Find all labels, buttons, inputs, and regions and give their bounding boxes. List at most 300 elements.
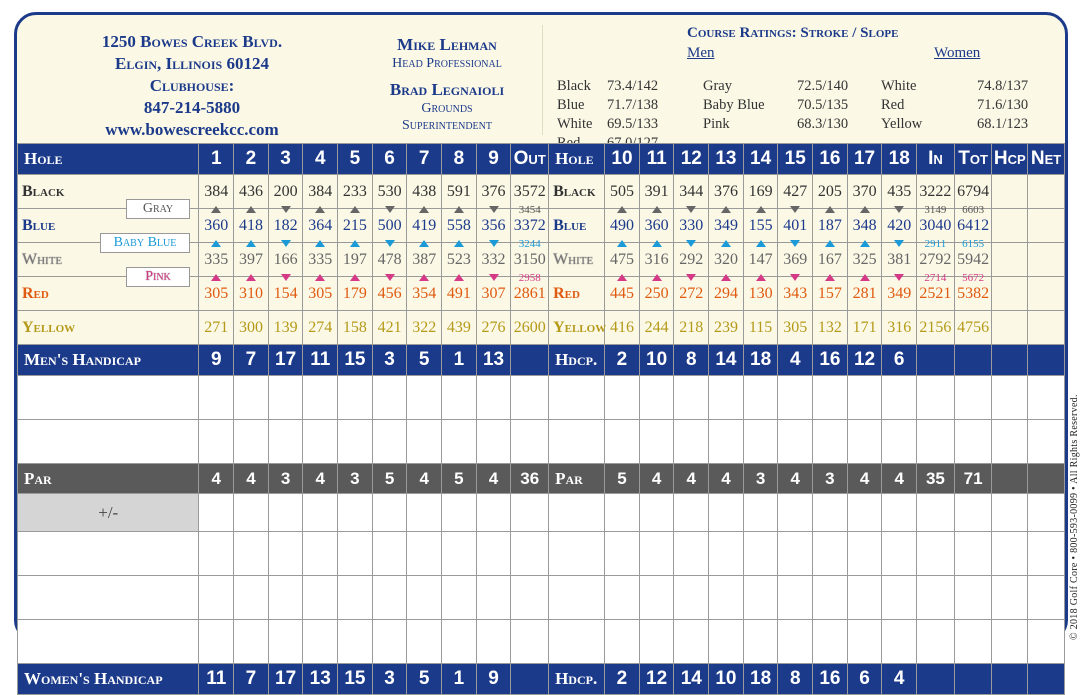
- score-entry[interactable]: [813, 532, 848, 576]
- score-entry[interactable]: [549, 576, 605, 620]
- white-hcp-entry[interactable]: [992, 243, 1028, 277]
- mens-hdcp-hole-16: 16: [813, 345, 848, 376]
- par-label: Par: [18, 464, 199, 494]
- score-entry[interactable]: [882, 420, 917, 464]
- score-entry[interactable]: [511, 376, 549, 420]
- score-entry[interactable]: [847, 620, 882, 664]
- yellow-hole-7: 322: [407, 311, 442, 345]
- score-entry[interactable]: [234, 532, 269, 576]
- hole-number-17: 17: [847, 144, 882, 175]
- par-hole-7: 4: [407, 464, 442, 494]
- score-entry[interactable]: [372, 420, 407, 464]
- score-entry[interactable]: [442, 576, 477, 620]
- score-entry[interactable]: [992, 576, 1028, 620]
- score-entry[interactable]: [882, 620, 917, 664]
- score-entry[interactable]: [338, 420, 373, 464]
- score-entry[interactable]: [674, 532, 709, 576]
- par-hole-18: 4: [882, 464, 917, 494]
- blue-hole-17: 348: [847, 209, 882, 243]
- score-entry[interactable]: [1028, 576, 1065, 620]
- score-entry[interactable]: [407, 576, 442, 620]
- player-name-entry[interactable]: [18, 620, 199, 664]
- yellow-total: 4756: [954, 311, 992, 345]
- blue-hole-12: 330: [674, 209, 709, 243]
- score-entry[interactable]: [743, 420, 778, 464]
- player-name-entry[interactable]: [18, 420, 199, 464]
- score-entry[interactable]: [1028, 532, 1065, 576]
- score-entry[interactable]: [954, 620, 992, 664]
- red-hole-7: 354: [407, 277, 442, 311]
- score-entry[interactable]: [639, 620, 674, 664]
- score-entry[interactable]: [511, 532, 549, 576]
- score-entry[interactable]: [992, 376, 1028, 420]
- player-name-entry[interactable]: [18, 532, 199, 576]
- club-address-line2: Elgin, Illinois 60124: [115, 54, 269, 73]
- score-entry[interactable]: [407, 376, 442, 420]
- blue-hcp-entry[interactable]: [992, 209, 1028, 243]
- score-entry[interactable]: [268, 576, 303, 620]
- score-entry[interactable]: [847, 376, 882, 420]
- score-entry[interactable]: [372, 620, 407, 664]
- plus-minus-entry[interactable]: [992, 494, 1028, 532]
- mens-hdcp-hole-9: 13: [476, 345, 511, 376]
- hole-number-3: 3: [268, 144, 303, 175]
- hole-number-12: 12: [674, 144, 709, 175]
- score-entry[interactable]: [511, 420, 549, 464]
- yellow-hole-5: 158: [338, 311, 373, 345]
- player-name-entry[interactable]: [18, 376, 199, 420]
- plus-minus-entry[interactable]: [1028, 494, 1065, 532]
- par-hole-15: 4: [778, 464, 813, 494]
- combo-white-total-total: 5672: [962, 272, 985, 284]
- score-entry[interactable]: [511, 620, 549, 664]
- black-hole-8: 591: [442, 175, 477, 209]
- score-entry[interactable]: [372, 532, 407, 576]
- mens-hdcp-hole-5: 15: [338, 345, 373, 376]
- score-entry[interactable]: [199, 532, 234, 576]
- score-entry[interactable]: [813, 620, 848, 664]
- score-entry[interactable]: [743, 532, 778, 576]
- black-hole-3: 200: [268, 175, 303, 209]
- mens-hdcp-hole-8: 1: [442, 345, 477, 376]
- blue-total: 6412 6155: [954, 209, 992, 243]
- score-entry[interactable]: [549, 620, 605, 664]
- tee-row-yellow: [18, 311, 1065, 345]
- score-entry[interactable]: [511, 576, 549, 620]
- combo-blue-out-total: 3244: [518, 238, 541, 250]
- score-entry[interactable]: [407, 620, 442, 664]
- plus-minus-entry[interactable]: [476, 494, 511, 532]
- blue-hole-7: 419: [407, 209, 442, 243]
- plus-minus-entry[interactable]: [917, 494, 955, 532]
- white-hole-15: 369: [778, 243, 813, 277]
- score-entry[interactable]: [847, 420, 882, 464]
- hole-number-2: 2: [234, 144, 269, 175]
- hole-number-16: 16: [813, 144, 848, 175]
- score-entry[interactable]: [303, 532, 338, 576]
- score-entry[interactable]: [199, 420, 234, 464]
- staff-info: [367, 35, 527, 134]
- score-entry[interactable]: [476, 576, 511, 620]
- score-entry[interactable]: [639, 532, 674, 576]
- plus-minus-entry[interactable]: [778, 494, 813, 532]
- black-hole-18: 435: [882, 175, 917, 209]
- plus-minus-entry[interactable]: [303, 494, 338, 532]
- yellow-hole-17: 171: [847, 311, 882, 345]
- score-entry[interactable]: [442, 620, 477, 664]
- womens-hdcp-hole-15: 8: [778, 664, 813, 695]
- score-entry[interactable]: [992, 532, 1028, 576]
- black-hole-11: 391: [639, 175, 674, 209]
- score-entry[interactable]: [1028, 620, 1065, 664]
- tee-name-red: Red: [22, 284, 49, 302]
- mens-hdcp-out-blank: [511, 345, 549, 376]
- black-hole-12: 344: [674, 175, 709, 209]
- score-entry[interactable]: [709, 376, 744, 420]
- black-hole-1: 384: [199, 175, 234, 209]
- black-hole-15: 427: [778, 175, 813, 209]
- black-net-entry[interactable]: [1028, 175, 1065, 209]
- womens-hdcp-hole-10: 2: [605, 664, 640, 695]
- score-entry[interactable]: [338, 620, 373, 664]
- tee-name-white: White: [22, 250, 63, 268]
- score-entry[interactable]: [303, 420, 338, 464]
- womens-hdcp-hole-7: 5: [407, 664, 442, 695]
- hole-number-15: 15: [778, 144, 813, 175]
- score-entry[interactable]: [605, 576, 640, 620]
- score-entry[interactable]: [476, 620, 511, 664]
- score-entry[interactable]: [917, 420, 955, 464]
- par-row: [18, 464, 1065, 494]
- score-entry[interactable]: [605, 532, 640, 576]
- score-entry[interactable]: [303, 620, 338, 664]
- score-entry[interactable]: [303, 576, 338, 620]
- par-hole-1: 4: [199, 464, 234, 494]
- hole-number-18: 18: [882, 144, 917, 175]
- tee-name-yellow: Yellow: [22, 318, 76, 336]
- par-hole-10: 5: [605, 464, 640, 494]
- women-player-row: [18, 620, 1065, 664]
- score-entry[interactable]: [954, 576, 992, 620]
- score-entry[interactable]: [199, 576, 234, 620]
- score-entry[interactable]: [778, 620, 813, 664]
- score-entry[interactable]: [268, 620, 303, 664]
- red-net-entry[interactable]: [1028, 277, 1065, 311]
- score-entry[interactable]: [338, 532, 373, 576]
- score-entry[interactable]: [234, 376, 269, 420]
- black-hole-16: 205: [813, 175, 848, 209]
- blue-hole-13: 349: [709, 209, 744, 243]
- score-entry[interactable]: [442, 420, 477, 464]
- score-entry[interactable]: [992, 620, 1028, 664]
- red-hole-10: 445: [605, 277, 640, 311]
- plus-minus-entry[interactable]: [372, 494, 407, 532]
- hole-number-7: 7: [407, 144, 442, 175]
- score-entry[interactable]: [709, 576, 744, 620]
- red-hole-8: 491: [442, 277, 477, 311]
- superintendent-name: Brad Legnaioli: [389, 80, 505, 99]
- club-phone: 847-214-5880: [143, 98, 241, 117]
- score-entry[interactable]: [709, 532, 744, 576]
- blue-hole-3: 182: [268, 209, 303, 243]
- red-hole-12: 272: [674, 277, 709, 311]
- tot-label: Tot: [954, 144, 992, 175]
- tee-label-black: [18, 175, 199, 216]
- plus-minus-entry[interactable]: [268, 494, 303, 532]
- rating-blue: Blue 71.7/138: [557, 97, 659, 113]
- score-entry[interactable]: [476, 376, 511, 420]
- white-hole-4: 335: [303, 243, 338, 277]
- plus-minus-entry[interactable]: [813, 494, 848, 532]
- score-entry[interactable]: [199, 376, 234, 420]
- red-hole-18: 349: [882, 277, 917, 311]
- scorecard-table: [17, 143, 1065, 695]
- plus-minus-entry[interactable]: [882, 494, 917, 532]
- score-entry[interactable]: [605, 420, 640, 464]
- yellow-hole-12: 218: [674, 311, 709, 345]
- par-hole-2: 4: [234, 464, 269, 494]
- score-entry[interactable]: [743, 576, 778, 620]
- combo-blue-in-total: 2911: [924, 238, 947, 250]
- hole-number-14: 14: [743, 144, 778, 175]
- rating-women-yellow: Yellow 68.1/123: [881, 116, 1029, 132]
- yellow-net-entry[interactable]: [1028, 311, 1065, 345]
- mens-hdcp-hole-1: 9: [199, 345, 234, 376]
- score-entry[interactable]: [954, 532, 992, 576]
- par-total: 71: [954, 464, 992, 494]
- score-entry[interactable]: [407, 420, 442, 464]
- score-entry[interactable]: [372, 376, 407, 420]
- blue-tee-label-back: Blue: [549, 209, 605, 243]
- score-entry[interactable]: [674, 576, 709, 620]
- womens-hdcp-hole-11: 12: [639, 664, 674, 695]
- womens-hdcp-hole-13: 10: [709, 664, 744, 695]
- mens-hdcp-blank: [1028, 345, 1065, 376]
- tee-label-yellow: [18, 311, 199, 345]
- plus-minus-entry[interactable]: [442, 494, 477, 532]
- score-entry[interactable]: [917, 532, 955, 576]
- mens-hdcp-hole-2: 7: [234, 345, 269, 376]
- score-entry[interactable]: [234, 620, 269, 664]
- plus-minus-entry[interactable]: [954, 494, 992, 532]
- white-hole-7: 387: [407, 243, 442, 277]
- white-hole-3: 166: [268, 243, 303, 277]
- score-entry[interactable]: [199, 620, 234, 664]
- combo-white-in-total: 2714: [924, 272, 947, 284]
- red-hole-1: 305: [199, 277, 234, 311]
- score-entry[interactable]: [674, 376, 709, 420]
- hole-number-4: 4: [303, 144, 338, 175]
- blue-in-total: 3040 2911: [917, 209, 955, 243]
- white-net-entry[interactable]: [1028, 243, 1065, 277]
- score-entry[interactable]: [639, 420, 674, 464]
- blue-hole-2: 418: [234, 209, 269, 243]
- score-entry[interactable]: [407, 532, 442, 576]
- plus-minus-entry[interactable]: [674, 494, 709, 532]
- hole-label: Hole: [18, 144, 199, 175]
- blue-hole-9: 356: [476, 209, 511, 243]
- black-tee-label-back: Black: [549, 175, 605, 209]
- hole-number-9: 9: [476, 144, 511, 175]
- score-entry[interactable]: [234, 576, 269, 620]
- womens-hdcp-hole-6: 3: [372, 664, 407, 695]
- score-entry[interactable]: [743, 620, 778, 664]
- plus-minus-entry[interactable]: [234, 494, 269, 532]
- tee-name-blue: Blue: [22, 216, 56, 234]
- white-hole-8: 523: [442, 243, 477, 277]
- score-entry[interactable]: [1028, 376, 1065, 420]
- plus-minus-entry[interactable]: [605, 494, 640, 532]
- score-entry[interactable]: [476, 420, 511, 464]
- score-entry[interactable]: [917, 620, 955, 664]
- score-entry[interactable]: [372, 576, 407, 620]
- plus-minus-entry[interactable]: [743, 494, 778, 532]
- black-hole-17: 370: [847, 175, 882, 209]
- yellow-hcp-entry[interactable]: [992, 311, 1028, 345]
- white-hole-11: 316: [639, 243, 674, 277]
- in-label: In: [917, 144, 955, 175]
- score-entry[interactable]: [847, 532, 882, 576]
- mens-hdcp-hole-18: 6: [882, 345, 917, 376]
- score-entry[interactable]: [549, 532, 605, 576]
- plus-minus-entry[interactable]: [847, 494, 882, 532]
- score-entry[interactable]: [549, 420, 605, 464]
- yellow-hole-6: 421: [372, 311, 407, 345]
- score-entry[interactable]: [917, 376, 955, 420]
- score-entry[interactable]: [992, 420, 1028, 464]
- plus-minus-entry[interactable]: [549, 494, 605, 532]
- score-entry[interactable]: [639, 576, 674, 620]
- plus-minus-label: +/-: [18, 494, 199, 532]
- mens-hdcp-hole-17: 12: [847, 345, 882, 376]
- score-entry[interactable]: [882, 376, 917, 420]
- score-entry[interactable]: [234, 420, 269, 464]
- mens-hdcp-mid-label: Hdcp.: [549, 345, 605, 376]
- yellow-hole-14: 115: [743, 311, 778, 345]
- combo-white-out-total: 2958: [518, 272, 541, 284]
- score-entry[interactable]: [442, 532, 477, 576]
- score-entry[interactable]: [813, 376, 848, 420]
- red-hole-14: 130: [743, 277, 778, 311]
- plus-minus-entry[interactable]: [407, 494, 442, 532]
- score-entry[interactable]: [778, 576, 813, 620]
- white-hole-6: 478: [372, 243, 407, 277]
- yellow-hole-10: 416: [605, 311, 640, 345]
- player-name-entry[interactable]: [18, 576, 199, 620]
- score-entry[interactable]: [778, 376, 813, 420]
- blue-hole-11: 360: [639, 209, 674, 243]
- score-entry[interactable]: [743, 376, 778, 420]
- white-hole-17: 325: [847, 243, 882, 277]
- score-entry[interactable]: [882, 532, 917, 576]
- clubhouse-label: Clubhouse:: [149, 76, 235, 95]
- score-entry[interactable]: [778, 420, 813, 464]
- score-entry[interactable]: [847, 576, 882, 620]
- plus-minus-entry[interactable]: [709, 494, 744, 532]
- par-hole-17: 4: [847, 464, 882, 494]
- score-entry[interactable]: [303, 376, 338, 420]
- rating-men-gray: Gray 72.5/140: [703, 78, 849, 94]
- score-entry[interactable]: [549, 376, 605, 420]
- score-entry[interactable]: [813, 576, 848, 620]
- score-entry[interactable]: [674, 620, 709, 664]
- womens-hdcp-mid-label: Hdcp.: [549, 664, 605, 695]
- mens-hdcp-blank: [917, 345, 955, 376]
- black-hole-7: 438: [407, 175, 442, 209]
- plus-minus-entry[interactable]: [511, 494, 549, 532]
- red-hole-11: 250: [639, 277, 674, 311]
- par-hole-5: 3: [338, 464, 373, 494]
- score-entry[interactable]: [882, 576, 917, 620]
- score-entry[interactable]: [268, 420, 303, 464]
- score-entry[interactable]: [268, 532, 303, 576]
- score-entry[interactable]: [1028, 420, 1065, 464]
- blue-hole-6: 500: [372, 209, 407, 243]
- womens-hdcp-hole-9: 9: [476, 664, 511, 695]
- pro-title: Head Professional: [392, 56, 502, 71]
- combo-tee-label-baby-blue: Baby Blue: [100, 233, 190, 253]
- score-entry[interactable]: [813, 420, 848, 464]
- score-entry[interactable]: [674, 420, 709, 464]
- blue-hole-16: 187: [813, 209, 848, 243]
- score-entry[interactable]: [954, 376, 992, 420]
- yellow-hole-1: 271: [199, 311, 234, 345]
- par-hole-16: 3: [813, 464, 848, 494]
- score-entry[interactable]: [917, 576, 955, 620]
- black-out-total: 3572 3454: [511, 175, 549, 209]
- score-entry[interactable]: [709, 620, 744, 664]
- red-hole-6: 456: [372, 277, 407, 311]
- white-hole-14: 147: [743, 243, 778, 277]
- score-entry[interactable]: [709, 420, 744, 464]
- score-entry[interactable]: [605, 620, 640, 664]
- ratings-men-heading: Men: [687, 45, 715, 61]
- score-entry[interactable]: [338, 376, 373, 420]
- red-hole-16: 157: [813, 277, 848, 311]
- combo-black-in-total: 3149: [924, 204, 947, 216]
- plus-minus-entry[interactable]: [338, 494, 373, 532]
- score-entry[interactable]: [476, 532, 511, 576]
- mens-hdcp-hole-10: 2: [605, 345, 640, 376]
- womens-hdcp-hole-4: 13: [303, 664, 338, 695]
- hole-number-11: 11: [639, 144, 674, 175]
- black-hcp-entry[interactable]: [992, 175, 1028, 209]
- score-entry[interactable]: [954, 420, 992, 464]
- red-hole-13: 294: [709, 277, 744, 311]
- score-entry[interactable]: [442, 376, 477, 420]
- red-hcp-entry[interactable]: [992, 277, 1028, 311]
- par-label-back: Par: [549, 464, 605, 494]
- score-entry[interactable]: [778, 532, 813, 576]
- plus-minus-entry[interactable]: [199, 494, 234, 532]
- womens-hdcp-out-blank: [511, 664, 549, 695]
- score-entry[interactable]: [639, 376, 674, 420]
- plus-minus-entry[interactable]: [639, 494, 674, 532]
- hole-number-1: 1: [199, 144, 234, 175]
- score-entry[interactable]: [338, 576, 373, 620]
- red-hole-4: 305: [303, 277, 338, 311]
- blue-net-entry[interactable]: [1028, 209, 1065, 243]
- scorecard: [14, 12, 1068, 689]
- score-entry[interactable]: [605, 376, 640, 420]
- white-hole-5: 197: [338, 243, 373, 277]
- score-entry[interactable]: [268, 376, 303, 420]
- hole-number-row: [18, 144, 1065, 175]
- par-hole-14: 3: [743, 464, 778, 494]
- par-hole-8: 5: [442, 464, 477, 494]
- blue-hole-1: 360: [199, 209, 234, 243]
- womens-hdcp-hole-12: 14: [674, 664, 709, 695]
